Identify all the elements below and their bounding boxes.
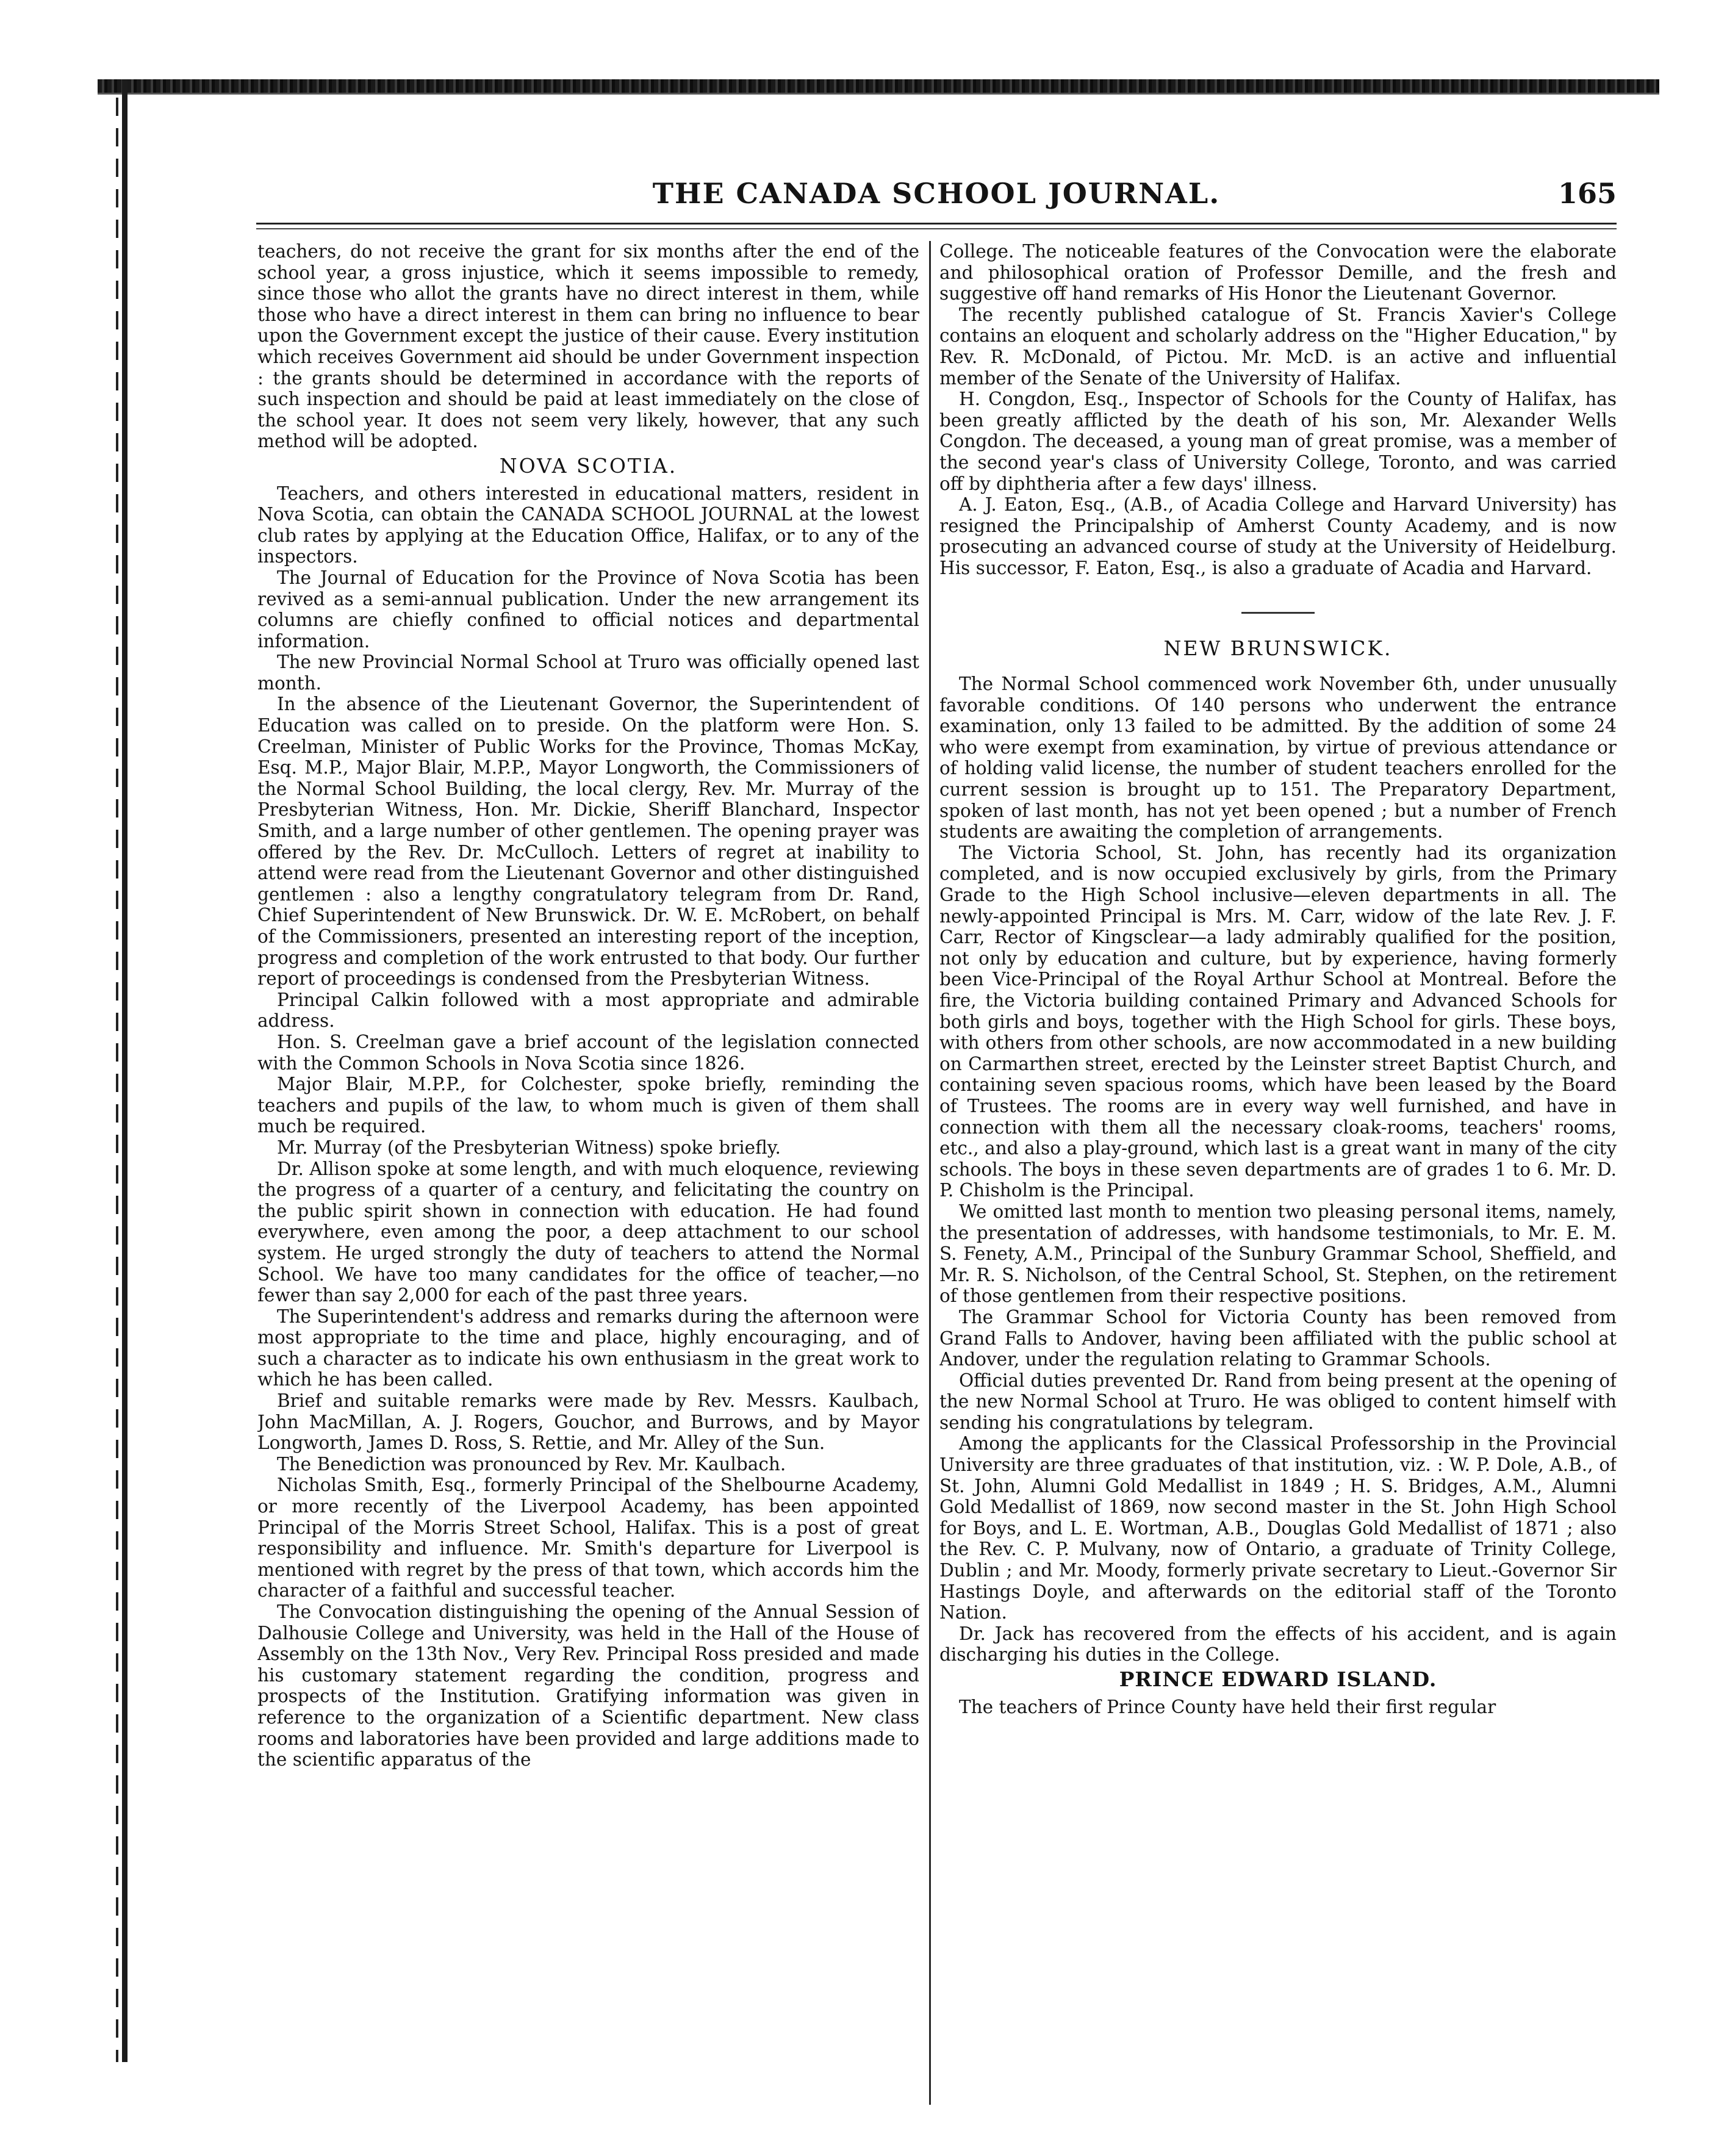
paragraph: Brief and suitable remarks were made by Rev. Messrs. Kaulbach, John MacMillan, A. J. Rogers, Gouchor, and Burrows, and by Mayor Longworth, James D. Ross, S. Rettie, and Mr. Alley of the Sun. bbox=[257, 1390, 919, 1454]
paragraph: The Convocation distinguishing the opening of the Annual Session of Dalhousie College and University, was held in the Hall of the House of Assembly on the 13th Nov., Very Rev. Principal Ross presided and made his customary statement regarding the condition, progress and prospects of the Institution. Gratifying information was given in reference to the organization of a Scientific department. New class rooms and laboratories have been provided and large additions made to the scientific apparatus of the bbox=[257, 1601, 919, 1770]
paragraph: H. Congdon, Esq., Inspector of Schools for the County of Halifax, has been greatly afflicted by the death of his son, Mr. Alexander Wells Congdon. The deceased, a young man of great promise, was a member of the second year's class of University College, Toronto, and was carried off by diphtheria after a few days' illness. bbox=[939, 389, 1617, 494]
paragraph: Nicholas Smith, Esq., formerly Principal of the Shelbourne Academy, or more recently of the Liverpool Academy, has been appointed Principal of the Morris Street School, Halifax. This is a post of great responsibility and influence. Mr. Smith's departure for Liverpool is mentioned with regret by the press of that town, which accords him the character of a faithful and successful teacher. bbox=[257, 1475, 919, 1601]
paragraph: The Journal of Education for the Province of Nova Scotia has been revived as a semi-annual publication. Under the new arrangement its columns are chiefly confined to official notices and departmental information. bbox=[257, 567, 919, 652]
binding-edge bbox=[122, 79, 127, 2062]
journal-title: THE CANADA SCHOOL JOURNAL. bbox=[652, 177, 1221, 210]
header-rule-thin bbox=[256, 228, 1617, 229]
paragraph: The Benediction was pronounced by Rev. Mr. Kaulbach. bbox=[277, 1453, 786, 1475]
paragraph: The teachers of Prince County have held their first regular bbox=[959, 1696, 1496, 1717]
paragraph: Major Blair, M.P.P., for Colchester, spoke briefly, reminding the teachers and pupils of the law, to whom much is given of them shall much be required. bbox=[257, 1074, 919, 1137]
paragraph: A. J. Eaton, Esq., (A.B., of Acadia College and Harvard University) has resigned the Principalship of Amherst County Academy, and is now prosecuting an advanced course of study at the University of Heidelburg. His successor, F. Eaton, Esq., is also a graduate of Acadia and Harvard. bbox=[939, 494, 1617, 578]
page-number: 165 bbox=[1557, 177, 1617, 210]
paragraph: Hon. S. Creelman gave a brief account of the legislation connected with the Common Schools in Nova Scotia since 1826. bbox=[257, 1031, 919, 1074]
right-column bbox=[939, 241, 1617, 2105]
header-rule bbox=[256, 223, 1617, 225]
paragraph: We omitted last month to mention two pleasing personal items, namely, the presentation of addresses, with handsome testimonials, to Mr. E. M. S. Fenety, A.M., Principal of the Sunbury Grammar School, Sheffield, and Mr. R. S. Nicholson, of the Central School, St. Stephen, on the retirement of those gentlemen from their respective positions. bbox=[939, 1201, 1617, 1307]
top-border-rule bbox=[98, 79, 1659, 93]
paragraph: The Normal School commenced work November 6th, under unusually favorable conditions. Of 140 persons who underwent the entrance examination, only 13 failed to be admitted. By the addition of some 24 who were exempt from examination, by virtue of previous attendance or of holding valid license, the number of student teachers enrolled for the current session is brought up to 151. The Preparatory Department, spoken of last month, has not yet been opened ; but a number of French students are awaiting the completion of arrangements. bbox=[939, 674, 1617, 843]
paragraph: Official duties prevented Dr. Rand from being present at the opening of the new Normal School at Truro. He was obliged to content himself with sending his congratulations by telegram. bbox=[939, 1370, 1617, 1433]
paragraph: Mr. Murray (of the Presbyterian Witness) spoke briefly. bbox=[277, 1137, 781, 1158]
paragraph: Principal Calkin followed with a most appropriate and admirable address. bbox=[257, 989, 919, 1032]
paragraph: The recently published catalogue of St. Francis Xavier's College contains an eloquent and scholarly address on the "Higher Education," by Rev. R. McDonald, of Pictou. Mr. McD. is an active and influential member of the Senate of the University of Halifax. bbox=[939, 304, 1617, 389]
section-separator bbox=[1241, 612, 1315, 614]
column-divider bbox=[929, 241, 931, 2105]
paragraph: The Superintendent's address and remarks during the afternoon were most appropriate to the time and place, highly encouraging, and of such a character as to indicate his own enthusiasm in the great work to which he has been called. bbox=[257, 1306, 919, 1390]
running-header bbox=[256, 177, 1617, 214]
top-border-rule-thin bbox=[98, 93, 1659, 95]
paragraph: teachers, do not receive the grant for six months after the end of the school year, a gross injustice, which it seems impossible to remedy, since those who allot the grants have no direct interest in them, while those who have a direct interest in them can bring no influence to bear upon the Government except the justice of their cause. Every institution which receives Government aid should be under Government inspection : the grants should be determined in accordance with the reports of such inspection and should be paid at least immediately on the close of the school year. It does not seem very likely, however, that any such method will be adopted. bbox=[257, 241, 919, 452]
binding-stitching bbox=[116, 98, 118, 2062]
paragraph: The Victoria School, St. John, has recently had its organization completed, and is now occupied exclusively by girls, from the Primary Grade to the High School inclusive—eleven departments in all. The newly-appointed Principal is Mrs. M. Carr, widow of the late Rev. J. F. Carr, Rector of Kingsclear—a lady admirably qualified for the position, not only by education and culture, but by experience, having formerly been Vice-Principal of the Royal Arthur School at Montreal. Before the fire, the Victoria building contained Primary and Advanced Schools for both girls and boys, together with the High School for girls. These boys, with others from other schools, are now accommodated in a new building on Carmarthen street, erected by the Leinster street Baptist Church, and containing seven spacious rooms, which have been leased by the Board of Trustees. The rooms are in every way well furnished, and have in connection with them all the necessary cloak-rooms, teachers' rooms, etc., and also a play-ground, which last is a great want in many of the city schools. The boys in these seven departments are of grades 1 to 6. Mr. D. P. Chisholm is the Principal. bbox=[939, 842, 1617, 1201]
paragraph: The new Provincial Normal School at Truro was officially opened last month. bbox=[257, 652, 919, 694]
paragraph: Teachers, and others interested in educational matters, resident in Nova Scotia, can obtain the CANADA SCHOOL JOURNAL at the lowest club rates by applying at the Education Office, Halifax, or to any of the inspectors. bbox=[257, 483, 919, 567]
section-heading-nova-scotia: NOVA SCOTIA. bbox=[499, 453, 678, 478]
paragraph: Among the applicants for the Classical Professorship in the Provincial University are three graduates of that institution, viz. : W. P. Dole, A.B., of St. John, Alumni Gold Medallist in 1849 ; H. S. Bridges, A.M., Alumni Gold Medallist of 1869, now second master in the St. John High School for Boys, and L. E. Wortman, A.B., Douglas Gold Medallist of 1871 ; also the Rev. C. P. Mulvany, now of Ontario, a graduate of Trinity College, Dublin ; and Mr. Moody, formerly private secretary to Lieut.-Governor Sir Hastings Doyle, and afterwards on the editorial staff of the Toronto Nation. bbox=[939, 1433, 1617, 1623]
paragraph: Dr. Jack has recovered from the effects of his accident, and is again discharging his duties in the College. bbox=[939, 1623, 1617, 1666]
left-column bbox=[257, 241, 919, 2105]
section-heading-prince-edward-island: PRINCE EDWARD ISLAND. bbox=[1119, 1667, 1437, 1691]
paragraph: Dr. Allison spoke at some length, and with much eloquence, reviewing the progress of a quarter of a century, and felicitating the country on the public spirit shown in connection with education. He had found everywhere, even among the poor, a deep attachment to our school system. He urged strongly the duty of teachers to attend the Normal School. We have too many candidates for the office of teacher,—no fewer than say 2,000 for each of the past three years. bbox=[257, 1158, 919, 1306]
paragraph: The Grammar School for Victoria County has been removed from Grand Falls to Andover, having been affiliated with the public school at Andover, under the regulation relating to Grammar Schools. bbox=[939, 1306, 1617, 1370]
paragraph: In the absence of the Lieutenant Governor, the Superintendent of Education was called on to preside. On the platform were Hon. S. Creelman, Minister of Public Works for the Province, Thomas McKay, Esq. M.P., Major Blair, M.P.P., Mayor Longworth, the Commissioners of the Normal School Building, the local clergy, Rev. Mr. Murray of the Presbyterian Witness, Hon. Mr. Dickie, Sheriff Blanchard, Inspector Smith, and a large number of other gentlemen. The opening prayer was offered by the Rev. Dr. McCulloch. Letters of regret at inability to attend were read from the Lieutenant Governor and other distinguished gentlemen : also a lengthy congratulatory telegram from Dr. Rand, Chief Superintendent of New Brunswick. Dr. W. E. McRobert, on behalf of the Commissioners, presented an interesting report of the inception, progress and completion of the work entrusted to that body. Our further report of proceedings is condensed from the Presbyterian Witness. bbox=[257, 694, 919, 990]
paragraph: College. The noticeable features of the Convocation were the elaborate and philosophical oration of Professor Demille, and the fresh and suggestive off hand remarks of His Honor the Lieutenant Governor. bbox=[939, 241, 1617, 304]
section-heading-new-brunswick: NEW BRUNSWICK. bbox=[1163, 636, 1393, 660]
